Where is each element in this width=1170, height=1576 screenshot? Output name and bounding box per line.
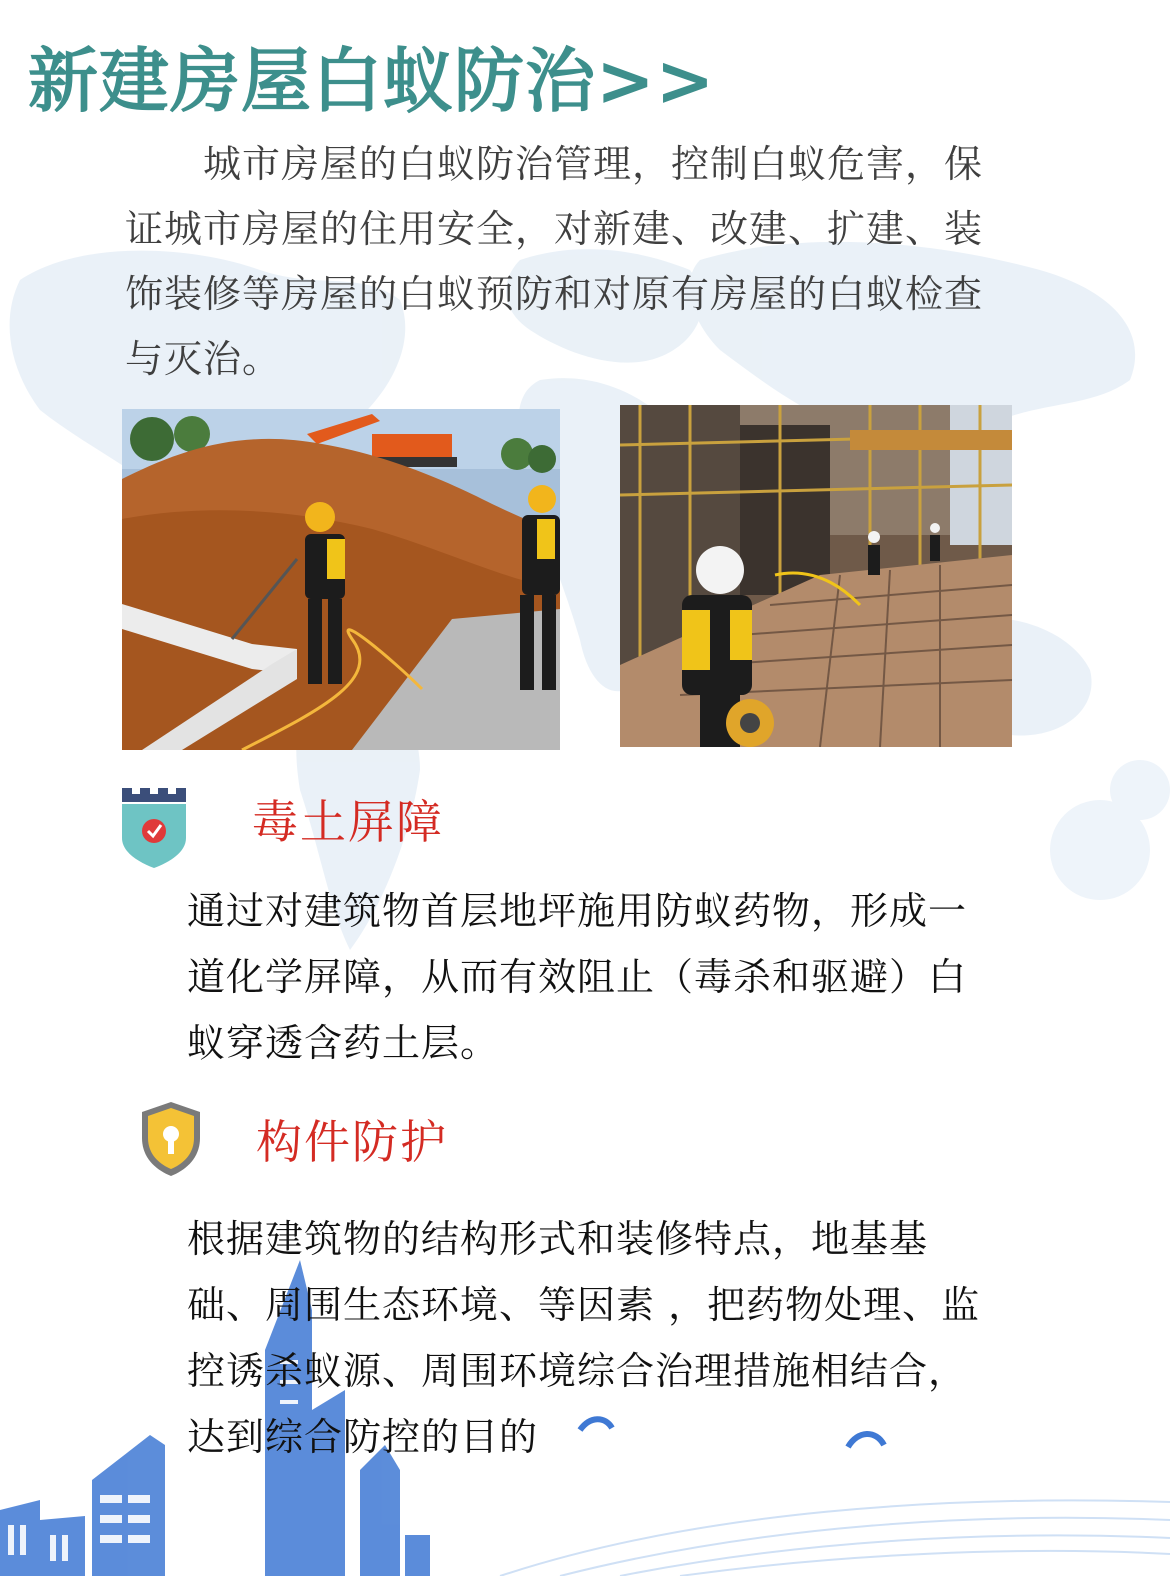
photo-soil-treatment: [122, 409, 560, 750]
section-body-component-protection: 根据建筑物的结构形式和装修特点，地基基础、周围生态环境、等因素 ，把药物处理、监控诱杀蚁源、周围环境综合治理措施相结合，达到综合防控的目的: [187, 1217, 981, 1459]
lock-shield-icon: [138, 1100, 204, 1178]
section-body-poison-soil: 通过对建筑物首层地坪施用防蚁药物，形成一道化学屏障，从而有效阻止（毒杀和驱避）白蚁穿透含药土层。: [187, 889, 968, 1065]
section-title-poison-soil: 毒土屏障: [252, 795, 444, 849]
photo-rebar-treatment: [620, 405, 1012, 747]
intro-paragraph: 城市房屋的白蚁防治管理，控制白蚁危害，保证城市房屋的住用安全，对新建、改建、扩建、装饰装修等房屋的白蚁预防和对原有房屋的白蚁检查与灭治。: [125, 142, 984, 381]
castle-shield-check-icon: [120, 788, 188, 868]
section-title-component-protection: 构件防护: [256, 1115, 448, 1169]
page-title: 新建房屋白蚁防治>>: [28, 40, 716, 122]
